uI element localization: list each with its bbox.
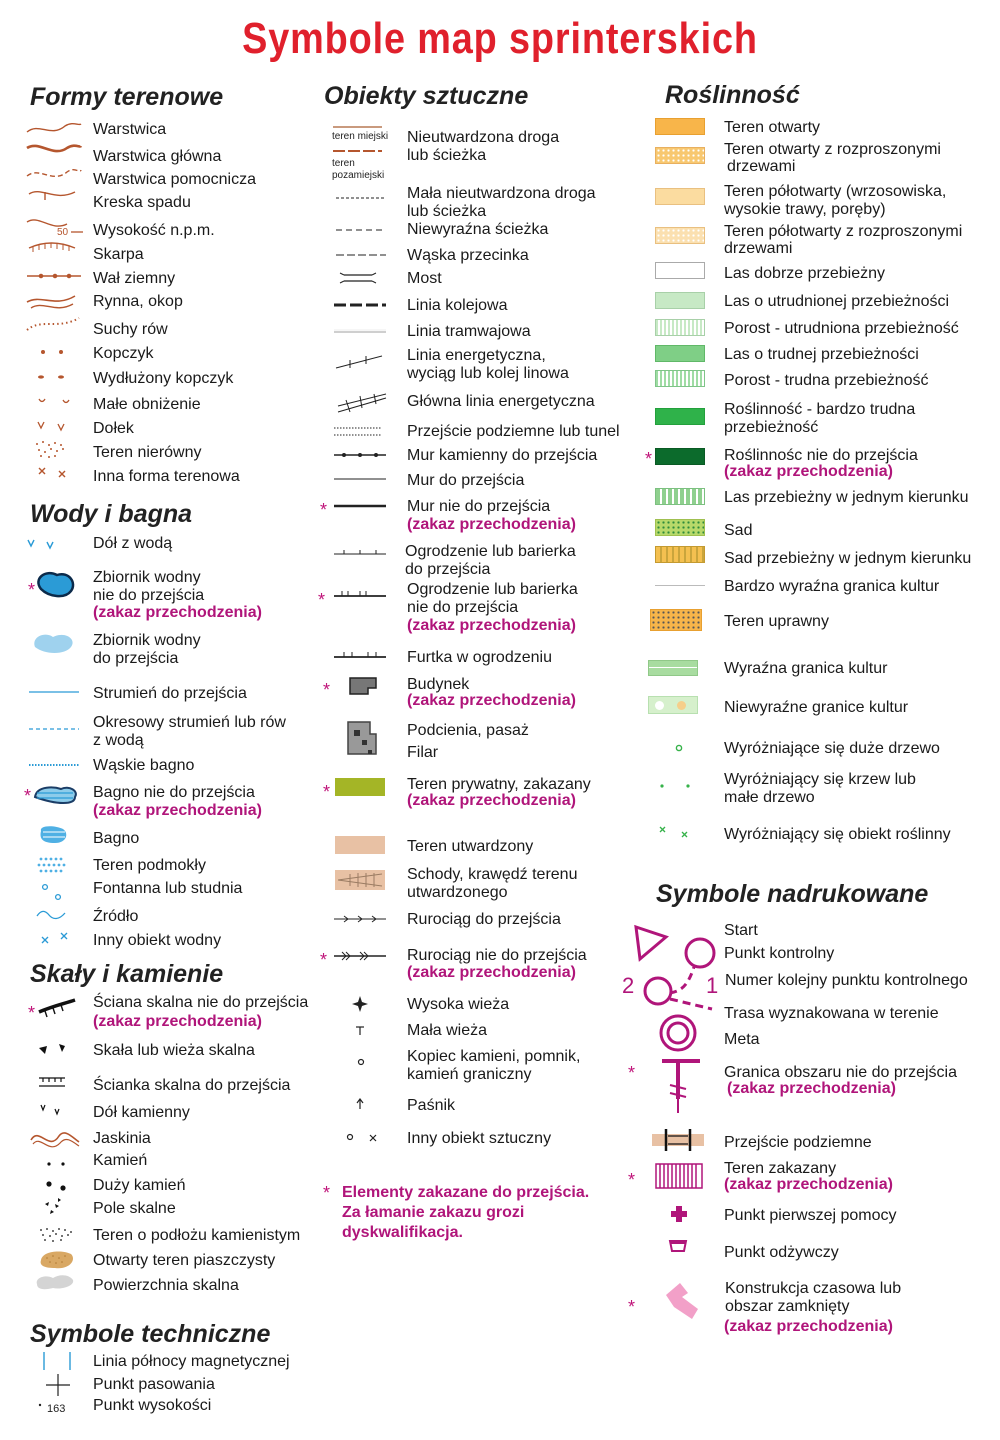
note-line: dyskwalifikacja.: [342, 1224, 463, 1241]
legend-label: Budynek: [407, 676, 470, 693]
forbidden-label: (zakaz przechodzenia): [407, 516, 576, 533]
legend-label: Numer kolejny punktu kontrolnego: [725, 972, 968, 989]
legend-label: Kopiec kamieni, pomnik,: [407, 1048, 581, 1065]
legend-label: Zbiornik wodny: [93, 632, 201, 649]
legend-label: Teren prywatny, zakazany: [407, 776, 591, 793]
technical-symbols: [30, 1350, 85, 1420]
legend-label: obszar zamknięty: [725, 1298, 850, 1315]
legend-label: Rynna, okop: [93, 293, 183, 310]
legend-label: Sad: [724, 522, 753, 539]
swatch-slow-run: [655, 292, 705, 309]
legend-label: Filar: [407, 744, 439, 761]
legend-label: Punkt wysokości: [93, 1397, 212, 1414]
note-line: Za łamanie zakazu grozi: [342, 1204, 525, 1221]
swatch-undergrowth-difficult: [655, 370, 705, 387]
legend-label: Sad przebieżny w jednym kierunku: [724, 550, 972, 567]
legend-label: Mur kamienny do przejścia: [407, 447, 598, 464]
swatch-cultivated: [650, 609, 702, 631]
forbidden-label: (zakaz przechodzenia): [724, 1318, 893, 1335]
legend-label: do przejścia: [93, 650, 179, 667]
forbidden-star-icon: *: [320, 950, 328, 970]
swatch-open-trees: [655, 147, 705, 164]
legend-label: Wysokość n.p.m.: [93, 222, 215, 239]
legend-label: Punkt pasowania: [93, 1376, 215, 1393]
legend-label: Dołek: [93, 420, 134, 437]
legend-label: nie do przejścia: [93, 587, 205, 604]
legend-label: Ścianka skalna do przejścia: [93, 1077, 291, 1094]
forbidden-label: (zakaz przechodzenia): [93, 604, 262, 621]
legend-label: Meta: [724, 1031, 760, 1048]
legend-label: Konstrukcja czasowa lub: [725, 1280, 902, 1297]
forbidden-label: (zakaz przechodzenia): [407, 692, 576, 709]
swatch-very-difficult: [655, 408, 705, 425]
legend-label: Porost - utrudniona przebieżność: [724, 320, 959, 337]
legend-label: Skarpa: [93, 246, 144, 263]
spot-height-number: 163: [47, 1403, 66, 1415]
legend-label: Inny obiekt wodny: [93, 932, 222, 949]
section-wody-i-bagna: Wody i bagna: [30, 500, 193, 528]
legend-label: Las przebieżny w jednym kierunku: [724, 489, 969, 506]
legend-label: Wąska przecinka: [407, 247, 529, 264]
forbidden-star-icon: *: [28, 1003, 36, 1023]
legend-label: Roślinnośc nie do przejścia: [724, 447, 918, 464]
forbidden-star-icon: *: [320, 500, 328, 520]
legend-label: Niewyraźne granice kultur: [724, 699, 909, 716]
legend-label: Kopczyk: [93, 345, 154, 362]
rock-symbols: [25, 992, 85, 1297]
height-number: 50: [57, 227, 69, 238]
legend-label: Strumień do przejścia: [93, 685, 247, 702]
legend-label: Przejście podziemne: [724, 1134, 872, 1151]
swatch-undergrowth-slow: [655, 319, 705, 336]
legend-label: Linia energetyczna,: [407, 347, 546, 364]
legend-label: Schody, krawędź terenu: [407, 866, 578, 883]
section-roslinnosc: Roślinność: [665, 81, 800, 109]
legend-label: Trasa wyznakowana w terenie: [724, 1005, 939, 1022]
legend-label: z wodą: [93, 732, 144, 749]
legend-label: Rurociąg do przejścia: [407, 911, 561, 928]
legend-label: Mur do przejścia: [407, 472, 525, 489]
legend-label: Mur nie do przejścia: [407, 498, 551, 515]
legend-label: Wał ziemny: [93, 270, 176, 287]
legend-label: Rurociąg nie do przejścia: [407, 947, 587, 964]
legend-label: Teren otwarty z rozproszonymi: [724, 141, 941, 158]
legend-label: Wąskie bagno: [93, 757, 195, 774]
swatch-orchard-one-dir: [655, 546, 705, 563]
legend-label: Pole skalne: [93, 1200, 176, 1217]
legend-label: Teren półotwarty z rozproszonymi: [724, 223, 963, 240]
forbidden-label: (zakaz przechodzenia): [724, 463, 893, 480]
forbidden-label: (zakaz przechodzenia): [407, 617, 576, 634]
legend-label: Teren zakazany: [724, 1160, 837, 1177]
legend-label: Kamień: [93, 1152, 148, 1169]
note-line: Elementy zakazane do przejścia.: [342, 1184, 590, 1201]
legend-label: Furtka w ogrodzeniu: [407, 649, 552, 666]
legend-label: drzewami: [724, 240, 793, 257]
disqualification-note: [342, 1183, 589, 1243]
legend-label: Linia kolejowa: [407, 297, 508, 314]
forbidden-star-icon: *: [323, 680, 331, 700]
legend-label: Start: [724, 922, 758, 939]
legend-label: Okresowy strumień lub rów: [93, 714, 286, 731]
legend-label: Przejście podziemne lub tunel: [407, 423, 620, 440]
swatch-vegetation-boundary: [648, 696, 698, 714]
legend-label: wysokie trawy, poręby): [724, 201, 886, 218]
legend-label: Bagno: [93, 830, 140, 847]
legend-label: Las o utrudnionej przebieżności: [724, 293, 950, 310]
legend-label: Paśnik: [407, 1097, 456, 1114]
forbidden-label: (zakaz przechodzenia): [93, 802, 262, 819]
swatch-forest: [655, 262, 705, 279]
legend-label: Bagno nie do przejścia: [93, 784, 255, 801]
legend-label: Warstwica pomocnicza: [93, 171, 257, 188]
forbidden-label: (zakaz przechodzenia): [407, 792, 576, 809]
legend-label: Las dobrze przebieżny: [724, 265, 885, 282]
legend-label: Zbiornik wodny: [93, 569, 201, 586]
forbidden-star-icon: *: [645, 449, 653, 469]
forbidden-star-icon: *: [24, 786, 32, 806]
legend-label: Punkt kontrolny: [724, 945, 835, 962]
legend-label: małe drzewo: [724, 789, 815, 806]
legend-label: Wyróżniający się krzew lub: [724, 771, 916, 788]
road-symbol-text: teren: [332, 158, 355, 169]
legend-label: nie do przejścia: [407, 599, 519, 616]
forbidden-label: (zakaz przechodzenia): [407, 964, 576, 981]
legend-label: wyciąg lub kolej linowa: [407, 365, 569, 382]
legend-label: Otwarty teren piaszczysty: [93, 1252, 276, 1269]
legend-label: kamień graniczny: [407, 1066, 532, 1083]
legend-label: Punkt odżywczy: [724, 1244, 839, 1261]
control-number-1: 1: [706, 973, 719, 998]
legend-label: Las o trudnej przebieżności: [724, 346, 919, 363]
legend-label: Fontanna lub studnia: [93, 880, 243, 897]
control-number-2: 2: [622, 973, 635, 998]
landform-symbols: [25, 118, 85, 490]
legend-label: Most: [407, 270, 442, 287]
legend-label: Kreska spadu: [93, 194, 191, 211]
legend-label: Teren o podłożu kamienistym: [93, 1227, 301, 1244]
forbidden-star-icon: *: [28, 580, 36, 600]
vegetation-point-symbols: [650, 730, 710, 845]
legend-label: Linia północy magnetycznej: [93, 1353, 290, 1370]
swatch-difficult: [655, 345, 705, 362]
page-title: Symbole map sprinterskich: [242, 14, 758, 63]
legend-label: Teren otwarty: [724, 119, 821, 136]
legend-label: Punkt pierwszej pomocy: [724, 1207, 897, 1224]
forbidden-star-icon: *: [323, 1183, 331, 1203]
forbidden-label: (zakaz przechodzenia): [93, 1013, 262, 1030]
printed-course-symbols: [618, 915, 723, 1325]
swatch-open-land: [655, 118, 705, 135]
distinct-boundary-line: [655, 585, 705, 586]
swatch-rough-trees: [655, 227, 705, 244]
legend-label: Warstwica: [93, 121, 167, 138]
legend-label: lub ścieżka: [407, 147, 487, 164]
forbidden-star-icon: *: [628, 1297, 636, 1317]
legend-label: Wydłużony kopczyk: [93, 370, 234, 387]
legend-label: Teren podmokły: [93, 857, 206, 874]
swatch-one-direction: [655, 488, 705, 505]
legend-label: drzewami: [727, 158, 796, 175]
legend-label: przebieżność: [724, 419, 819, 436]
legend-label: Nieutwardzona droga: [407, 129, 560, 146]
legend-label: Skała lub wieża skalna: [93, 1042, 255, 1059]
boundary-dot-icon: [677, 701, 686, 710]
forbidden-label: (zakaz przechodzenia): [724, 1176, 893, 1193]
legend-label: Dół z wodą: [93, 535, 173, 552]
legend-label: Powierzchnia skalna: [93, 1277, 239, 1294]
legend-label: Duży kamień: [93, 1177, 186, 1194]
legend-label: Granica obszaru nie do przejścia: [724, 1064, 958, 1081]
legend-label: Teren półotwarty (wrzosowiska,: [724, 183, 947, 200]
legend-label: Porost - trudna przebieżność: [724, 372, 929, 389]
legend-label: Ogrodzenie lub barierka: [405, 543, 576, 560]
legend-label: Małe obniżenie: [93, 396, 201, 413]
swatch-impassable: [655, 448, 705, 465]
legend-label: do przejścia: [405, 561, 491, 578]
legend-label: Mała wieża: [407, 1022, 488, 1039]
legend-label: Inna forma terenowa: [93, 468, 240, 485]
legend-label: Wyraźna granica kultur: [724, 660, 888, 677]
road-symbol-text: pozamiejski: [332, 170, 385, 181]
legend-label: Wyróżniający się obiekt roślinny: [724, 826, 951, 843]
legend-label: Dół kamienny: [93, 1104, 190, 1121]
forbidden-star-icon: *: [628, 1170, 636, 1190]
legend-label: Suchy rów: [93, 321, 168, 338]
legend-label: Ogrodzenie lub barierka: [407, 581, 578, 598]
legend-label: Teren nierówny: [93, 444, 202, 461]
legend-label: Wyróżniające się duże drzewo: [724, 740, 940, 757]
legend-label: Teren uprawny: [724, 613, 829, 630]
legend-label: Ściana skalna nie do przejścia: [93, 994, 309, 1011]
forbidden-star-icon: *: [323, 782, 331, 802]
road-symbol-text: teren miejski: [332, 131, 389, 142]
legend-label: Teren utwardzony: [407, 838, 534, 855]
forbidden-star-icon: *: [318, 590, 326, 610]
legend-label: utwardzonego: [407, 884, 508, 901]
legend-label: Bardzo wyraźna granica kultur: [724, 578, 940, 595]
legend-label: Mała nieutwardzona droga: [407, 185, 596, 202]
manmade-symbols: [330, 122, 395, 1152]
legend-label: Źródło: [93, 908, 139, 925]
legend-label: Wysoka wieża: [407, 996, 510, 1013]
legend-label: lub ścieżka: [407, 203, 487, 220]
forbidden-star-icon: *: [628, 1063, 636, 1083]
swatch-orchard: [655, 519, 705, 536]
boundary-dot-icon: [655, 701, 664, 710]
legend-label: Podcienia, pasaż: [407, 722, 529, 739]
legend-label: Warstwica główna: [93, 148, 222, 165]
legend-label: Główna linia energetyczna: [407, 393, 595, 410]
legend-label: Niewyraźna ścieżka: [407, 221, 549, 238]
section-formy-terenowe: Formy terenowe: [30, 83, 224, 111]
section-symbole-nadrukowane: Symbole nadrukowane: [656, 880, 929, 908]
section-symbole-techniczne: Symbole techniczne: [30, 1320, 271, 1348]
swatch-cultivation-boundary: [648, 660, 698, 676]
swatch-rough-open: [655, 188, 705, 205]
legend-label: Inny obiekt sztuczny: [407, 1130, 552, 1147]
legend-label: Jaskinia: [93, 1130, 151, 1147]
forbidden-label: (zakaz przechodzenia): [727, 1080, 896, 1097]
legend-label: Linia tramwajowa: [407, 323, 531, 340]
section-obiekty-sztuczne: Obiekty sztuczne: [324, 82, 529, 110]
section-skaly-i-kamienie: Skały i kamienie: [30, 960, 224, 988]
legend-label: Roślinność - bardzo trudna: [724, 401, 916, 418]
